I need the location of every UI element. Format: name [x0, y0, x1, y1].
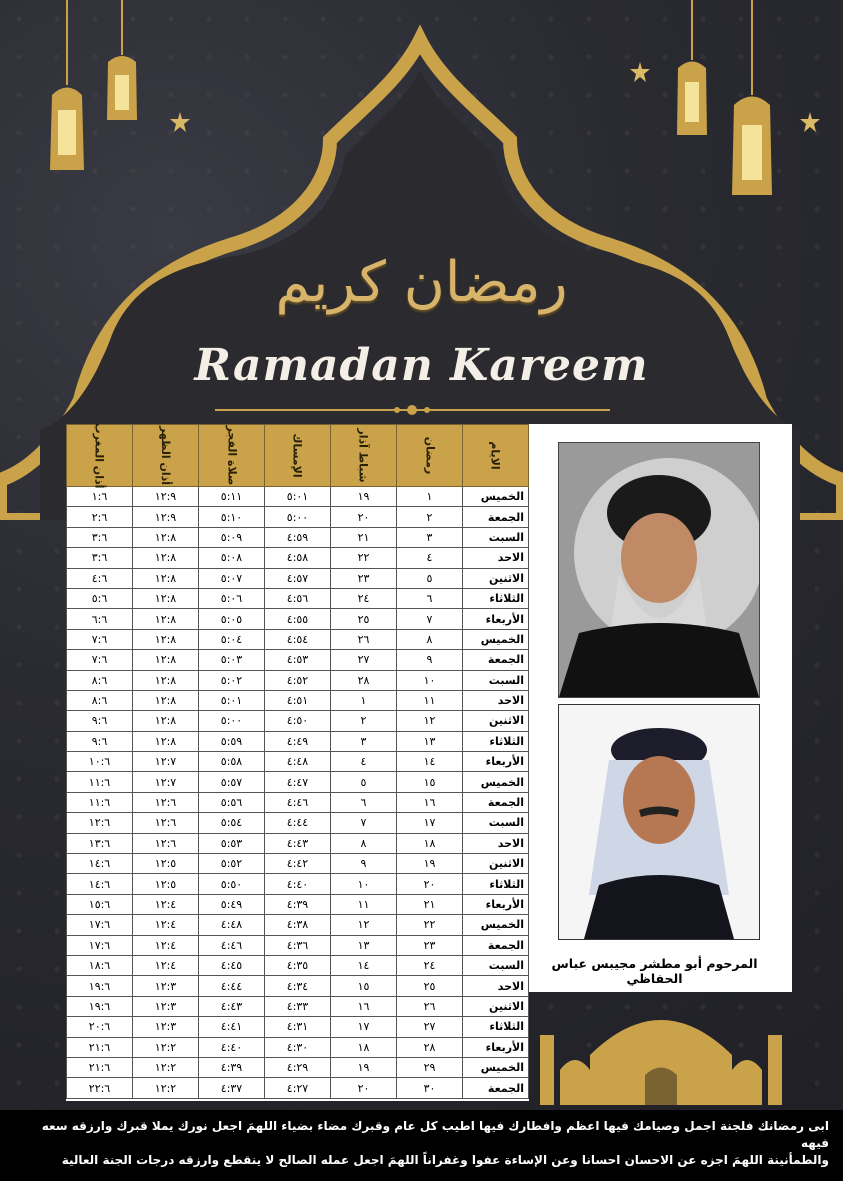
table-cell: ٢٧	[397, 1017, 463, 1037]
table-row	[67, 935, 529, 955]
table-cell: ٢٣	[331, 568, 397, 588]
table-cell: ١٨:٦	[67, 955, 133, 975]
table-cell: ٤:٤٥	[199, 955, 265, 975]
table-cell: ٢٨	[331, 670, 397, 690]
table-cell: ٥:٠١	[265, 487, 331, 507]
table-row	[67, 833, 529, 853]
table-cell: الجمعة	[463, 935, 529, 955]
table-cell: ٤	[331, 752, 397, 772]
table-cell: ٤:٥٣	[265, 650, 331, 670]
table-cell: ٥:٠٨	[199, 548, 265, 568]
imsakiya-table	[66, 424, 529, 1101]
table-cell: ٢١	[331, 527, 397, 547]
table-cell: السبت	[463, 670, 529, 690]
table-cell: الخميس	[463, 629, 529, 649]
table-cell: الاحد	[463, 548, 529, 568]
table-cell: الاحد	[463, 690, 529, 710]
table-cell: ٤:٤٤	[265, 813, 331, 833]
table-cell: ٢٠	[397, 874, 463, 894]
table-cell: ٤:٥٦	[265, 588, 331, 608]
table-cell: ١٢:٨	[133, 629, 199, 649]
table-row	[67, 955, 529, 975]
table-cell: ٤:٣٧	[199, 1078, 265, 1098]
table-cell: ٤:٤٨	[199, 915, 265, 935]
table-cell: ٤:٥٢	[265, 670, 331, 690]
table-cell: ٨	[397, 629, 463, 649]
arabic-title: رمضان كريم	[275, 250, 568, 315]
table-row	[67, 1037, 529, 1057]
table-cell: ١٣:٦	[67, 833, 133, 853]
memorial-portrait	[558, 704, 760, 940]
table-cell: ٤:٥٨	[265, 548, 331, 568]
table-header-cell: الإمساك	[265, 425, 331, 487]
photos-panel	[529, 424, 792, 992]
table-cell: ١٩	[331, 1057, 397, 1077]
table-cell: ١٩:٦	[67, 996, 133, 1016]
table-cell: ٢٢	[397, 915, 463, 935]
table-cell: ٤:٦	[67, 568, 133, 588]
table-row	[67, 527, 529, 547]
table-cell: ٤:٥٧	[265, 568, 331, 588]
table-cell: ١٤	[397, 752, 463, 772]
table-cell: ٤:٣١	[265, 1017, 331, 1037]
table-row	[67, 568, 529, 588]
table-cell: الثلاثاء	[463, 731, 529, 751]
table-cell: ٥:٥٢	[199, 854, 265, 874]
table-cell: ١٢:٦	[67, 813, 133, 833]
table-cell: ١٦	[331, 996, 397, 1016]
table-cell: ٤:٣٣	[265, 996, 331, 1016]
table-row	[67, 711, 529, 731]
table-cell: ٧:٦	[67, 650, 133, 670]
table-header-cell: الايام	[463, 425, 529, 487]
table-cell: ٤:٤٢	[265, 854, 331, 874]
table-cell: ١٢:٧	[133, 772, 199, 792]
table-cell: ١٣	[397, 731, 463, 751]
table-cell: ١٨	[331, 1037, 397, 1057]
table-cell: ٢٣	[397, 935, 463, 955]
table-cell: ١٢	[331, 915, 397, 935]
table-row	[67, 548, 529, 568]
table-cell: ٢٥	[331, 609, 397, 629]
footer-line-2: والطمأنينة اللهمَ اجزه عن الاحسان احسانا وعن الإساءة عفوا وغفراناً اللهمَ اجعل عمله الصالح لا ينقطع وارزقه درجات الجنة العالية	[61, 1153, 829, 1167]
table-cell: ٥:٥٩	[199, 731, 265, 751]
table-cell: ١٢:٩	[133, 487, 199, 507]
table-cell: ٦	[331, 792, 397, 812]
table-cell: ٥:٠٩	[199, 527, 265, 547]
table-cell: ٥:٥٦	[199, 792, 265, 812]
table-row	[67, 629, 529, 649]
table-cell: ٤	[397, 548, 463, 568]
table-row	[67, 1017, 529, 1037]
table-cell: ٥:١٠	[199, 507, 265, 527]
table-cell: ١٢:٤	[133, 915, 199, 935]
table-cell: ٢:٦	[67, 507, 133, 527]
table-row	[67, 507, 529, 527]
table-cell: ٤:٤١	[199, 1017, 265, 1037]
table-header-cell: شباط آذار	[331, 425, 397, 487]
table-cell: الاثنين	[463, 854, 529, 874]
table-cell: ٤:٥٩	[265, 527, 331, 547]
table-cell: الخميس	[463, 1057, 529, 1077]
table-cell: ١٢:٤	[133, 935, 199, 955]
table-cell: ١٢:٨	[133, 690, 199, 710]
table-row	[67, 894, 529, 914]
table-row	[67, 752, 529, 772]
table-row	[67, 731, 529, 751]
memorial-caption: المرحوم أبو مطشر مجيبس عباس الحفاظي	[551, 956, 758, 986]
table-cell: ١٢	[397, 711, 463, 731]
table-cell: ٢	[331, 711, 397, 731]
table-cell: الاحد	[463, 976, 529, 996]
table-cell: ٢٠	[331, 507, 397, 527]
table-cell: ٤:٤٨	[265, 752, 331, 772]
table-cell: ١٢:٩	[133, 507, 199, 527]
table-cell: ٨:٦	[67, 690, 133, 710]
table-cell: الجمعة	[463, 792, 529, 812]
table-cell: ١٢:٨	[133, 670, 199, 690]
footer-prayer	[0, 1110, 843, 1181]
table-cell: ٤:٤٧	[265, 772, 331, 792]
table-row	[67, 854, 529, 874]
table-cell: ١٢:٦	[133, 792, 199, 812]
table-cell: ٥:٠٠	[265, 507, 331, 527]
table-cell: ١٥:٦	[67, 894, 133, 914]
table-cell: ٤:٣٨	[265, 915, 331, 935]
table-cell: ١١:٦	[67, 772, 133, 792]
table-cell: ٣	[331, 731, 397, 751]
table-cell: ٥:٥٠	[199, 874, 265, 894]
table-cell: ١١	[331, 894, 397, 914]
table-cell: ١١:٦	[67, 792, 133, 812]
star-icon	[170, 112, 190, 132]
table-cell: الجمعة	[463, 507, 529, 527]
table-cell: الاثنين	[463, 568, 529, 588]
star-icon	[800, 112, 820, 132]
table-cell: ١٦	[397, 792, 463, 812]
table-row	[67, 487, 529, 507]
table-cell: ١٤:٦	[67, 854, 133, 874]
table-row	[67, 670, 529, 690]
table-cell: ١٢:٨	[133, 548, 199, 568]
table-cell: ١٢:٥	[133, 854, 199, 874]
table-cell: ٢٨	[397, 1037, 463, 1057]
table-cell: ٤:٥٥	[265, 609, 331, 629]
table-cell: ١٧:٦	[67, 915, 133, 935]
table-cell: ٥:٥٣	[199, 833, 265, 853]
table-cell: ١٠:٦	[67, 752, 133, 772]
table-cell: ٤:٣٠	[265, 1037, 331, 1057]
table-cell: ٤:٢٩	[265, 1057, 331, 1077]
table-cell: ١٢:٥	[133, 874, 199, 894]
table-cell: ٤:٢٧	[265, 1078, 331, 1098]
table-cell: ١٢:٣	[133, 1017, 199, 1037]
table-row	[67, 588, 529, 608]
table-cell: الأربعاء	[463, 1037, 529, 1057]
table-cell: ١٢:٨	[133, 711, 199, 731]
table-cell: ١٣	[331, 935, 397, 955]
table-cell: ٥	[331, 772, 397, 792]
table-cell: ٨:٦	[67, 670, 133, 690]
table-cell: ٤:٣٤	[265, 976, 331, 996]
table-cell: ١٢:٣	[133, 996, 199, 1016]
table-cell: ١٢:٨	[133, 568, 199, 588]
english-title: Ramadan Kareem	[194, 340, 649, 391]
table-cell: ١٩	[397, 854, 463, 874]
table-cell: ١٢:٨	[133, 588, 199, 608]
table-header-cell: رمضان	[397, 425, 463, 487]
table-cell: ٥:٤٩	[199, 894, 265, 914]
table-header-cell: صلاة الفجر	[199, 425, 265, 487]
table-cell: ٣	[397, 527, 463, 547]
table-cell: ١٢:٤	[133, 955, 199, 975]
table-cell: ٤:٤٩	[265, 731, 331, 751]
lantern-icon	[102, 0, 142, 130]
table-cell: ٩:٦	[67, 711, 133, 731]
star-icon	[630, 62, 650, 82]
table-cell: ٥:١١	[199, 487, 265, 507]
table-cell: ١٧	[397, 813, 463, 833]
lantern-icon	[40, 0, 95, 190]
table-cell: ٢٤	[331, 588, 397, 608]
footer-line-1: ابى رمضانك فلجنة اجمل وصيامك فيها اعظم وافطارك فيها اطيب كل عام وقبرك مضاء بضياء اللهمَ اجعل نورك يملا قبرك وارزقه سعه فيهه	[41, 1119, 829, 1150]
table-cell: السبت	[463, 955, 529, 975]
table-cell: الخميس	[463, 487, 529, 507]
table-cell: ١٠	[397, 670, 463, 690]
table-cell: ١٢:٦	[133, 813, 199, 833]
table-cell: ٥:٠١	[199, 690, 265, 710]
table-cell: ١٢:٦	[133, 833, 199, 853]
table-row	[67, 650, 529, 670]
table-cell: الاثنين	[463, 996, 529, 1016]
table-cell: الثلاثاء	[463, 874, 529, 894]
table-cell: ٥:٠٠	[199, 711, 265, 731]
table-cell: ١٢:٤	[133, 894, 199, 914]
table-cell: ١٥	[331, 976, 397, 996]
table-cell: ٢٦	[397, 996, 463, 1016]
table-cell: ٩:٦	[67, 731, 133, 751]
table-cell: ١٨	[397, 833, 463, 853]
table-cell: ٧	[331, 813, 397, 833]
table-cell: الأربعاء	[463, 894, 529, 914]
table-cell: ٤:٣٩	[199, 1057, 265, 1077]
table-cell: ٤:٤٦	[199, 935, 265, 955]
table-cell: ١٢:٢	[133, 1037, 199, 1057]
table-cell: ٢٥	[397, 976, 463, 996]
table-cell: ٥:٠٤	[199, 629, 265, 649]
table-cell: ٥:٥٨	[199, 752, 265, 772]
cleric-portrait	[558, 442, 760, 698]
table-row	[67, 874, 529, 894]
table-cell: ١	[397, 487, 463, 507]
table-cell: ٢٦	[331, 629, 397, 649]
lantern-icon	[722, 0, 782, 205]
table-cell: ٤:٤٤	[199, 976, 265, 996]
table-cell: ١	[331, 690, 397, 710]
table-cell: ٤:٣٥	[265, 955, 331, 975]
table-cell: ٢٢:٦	[67, 1078, 133, 1098]
table-row	[67, 772, 529, 792]
table-cell: ١٧:٦	[67, 935, 133, 955]
table-cell: السبت	[463, 813, 529, 833]
table-cell: ٥	[397, 568, 463, 588]
table-cell: ٢٢	[331, 548, 397, 568]
table-cell: ٤:٥١	[265, 690, 331, 710]
table-cell: ١٢:٢	[133, 1078, 199, 1098]
table-cell: ٩	[331, 854, 397, 874]
table-cell: ٢١	[397, 894, 463, 914]
table-cell: ٥:٠٥	[199, 609, 265, 629]
table-cell: الخميس	[463, 772, 529, 792]
table-cell: ١٢:٨	[133, 609, 199, 629]
table-cell: ٤:٣٩	[265, 894, 331, 914]
table-row	[67, 1057, 529, 1077]
table-cell: ٣:٦	[67, 548, 133, 568]
ornament-divider	[215, 405, 610, 415]
table-cell: ٥:٥٤	[199, 813, 265, 833]
table-cell: ٢٩	[397, 1057, 463, 1077]
mosque-silhouette	[530, 995, 792, 1105]
table-cell: ٥:٥٧	[199, 772, 265, 792]
table-cell: ٤:٥٤	[265, 629, 331, 649]
table-cell: الثلاثاء	[463, 1017, 529, 1037]
table-cell: ١١	[397, 690, 463, 710]
table-cell: ١٢:٨	[133, 650, 199, 670]
table-cell: الخميس	[463, 915, 529, 935]
table-header-cell: أذان المغرب	[67, 425, 133, 487]
table-cell: ١٧	[331, 1017, 397, 1037]
table-cell: ٤:٤٣	[199, 996, 265, 1016]
table-cell: ٥:٠٣	[199, 650, 265, 670]
table-cell: ١٤:٦	[67, 874, 133, 894]
table-row	[67, 976, 529, 996]
table-cell: الاثنين	[463, 711, 529, 731]
table-cell: ٢٠:٦	[67, 1017, 133, 1037]
table-row	[67, 792, 529, 812]
table-cell: ٥:٦	[67, 588, 133, 608]
table-cell: ٤:٤٠	[199, 1037, 265, 1057]
table-row	[67, 996, 529, 1016]
table-cell: ١٢:٨	[133, 731, 199, 751]
table-cell: ١٢:٨	[133, 527, 199, 547]
table-cell: الأربعاء	[463, 609, 529, 629]
table-cell: ٩	[397, 650, 463, 670]
table-cell: ٣:٦	[67, 527, 133, 547]
table-cell: الاحد	[463, 833, 529, 853]
table-cell: ١٩	[331, 487, 397, 507]
table-cell: ٢٧	[331, 650, 397, 670]
table-cell: الثلاثاء	[463, 588, 529, 608]
table-cell: الجمعة	[463, 1078, 529, 1098]
table-row	[67, 915, 529, 935]
table-row	[67, 690, 529, 710]
table-cell: ٥:٠٦	[199, 588, 265, 608]
table-cell: ١٢:٧	[133, 752, 199, 772]
table-cell: ٤:٥٠	[265, 711, 331, 731]
table-cell: ٧:٦	[67, 629, 133, 649]
table-cell: الجمعة	[463, 650, 529, 670]
table-cell: ٤:٤٦	[265, 792, 331, 812]
table-cell: الأربعاء	[463, 752, 529, 772]
lantern-icon	[672, 0, 712, 145]
table-cell: ٤:٤٣	[265, 833, 331, 853]
table-cell: ١٠	[331, 874, 397, 894]
table-cell: ٢١:٦	[67, 1037, 133, 1057]
table-cell: ٢	[397, 507, 463, 527]
table-row	[67, 609, 529, 629]
table-cell: ٨	[331, 833, 397, 853]
table-cell: ١:٦	[67, 487, 133, 507]
table-cell: ١٥	[397, 772, 463, 792]
table-row	[67, 1078, 529, 1098]
table-cell: ١٢:٣	[133, 976, 199, 996]
table-cell: ٦:٦	[67, 609, 133, 629]
table-cell: السبت	[463, 527, 529, 547]
table-cell: ٥:٠٢	[199, 670, 265, 690]
table-cell: ٧	[397, 609, 463, 629]
table-cell: ٤:٤٠	[265, 874, 331, 894]
table-header-cell: أذان الظهر	[133, 425, 199, 487]
table-cell: ٢١:٦	[67, 1057, 133, 1077]
table-cell: ٢٤	[397, 955, 463, 975]
table-cell: ٢٠	[331, 1078, 397, 1098]
table-cell: ٤:٣٦	[265, 935, 331, 955]
table-cell: ١٢:٢	[133, 1057, 199, 1077]
table-row	[67, 813, 529, 833]
table-cell: ٦	[397, 588, 463, 608]
table-cell: ٣٠	[397, 1078, 463, 1098]
table-cell: ١٩:٦	[67, 976, 133, 996]
table-cell: ٥:٠٧	[199, 568, 265, 588]
table-cell: ١٤	[331, 955, 397, 975]
